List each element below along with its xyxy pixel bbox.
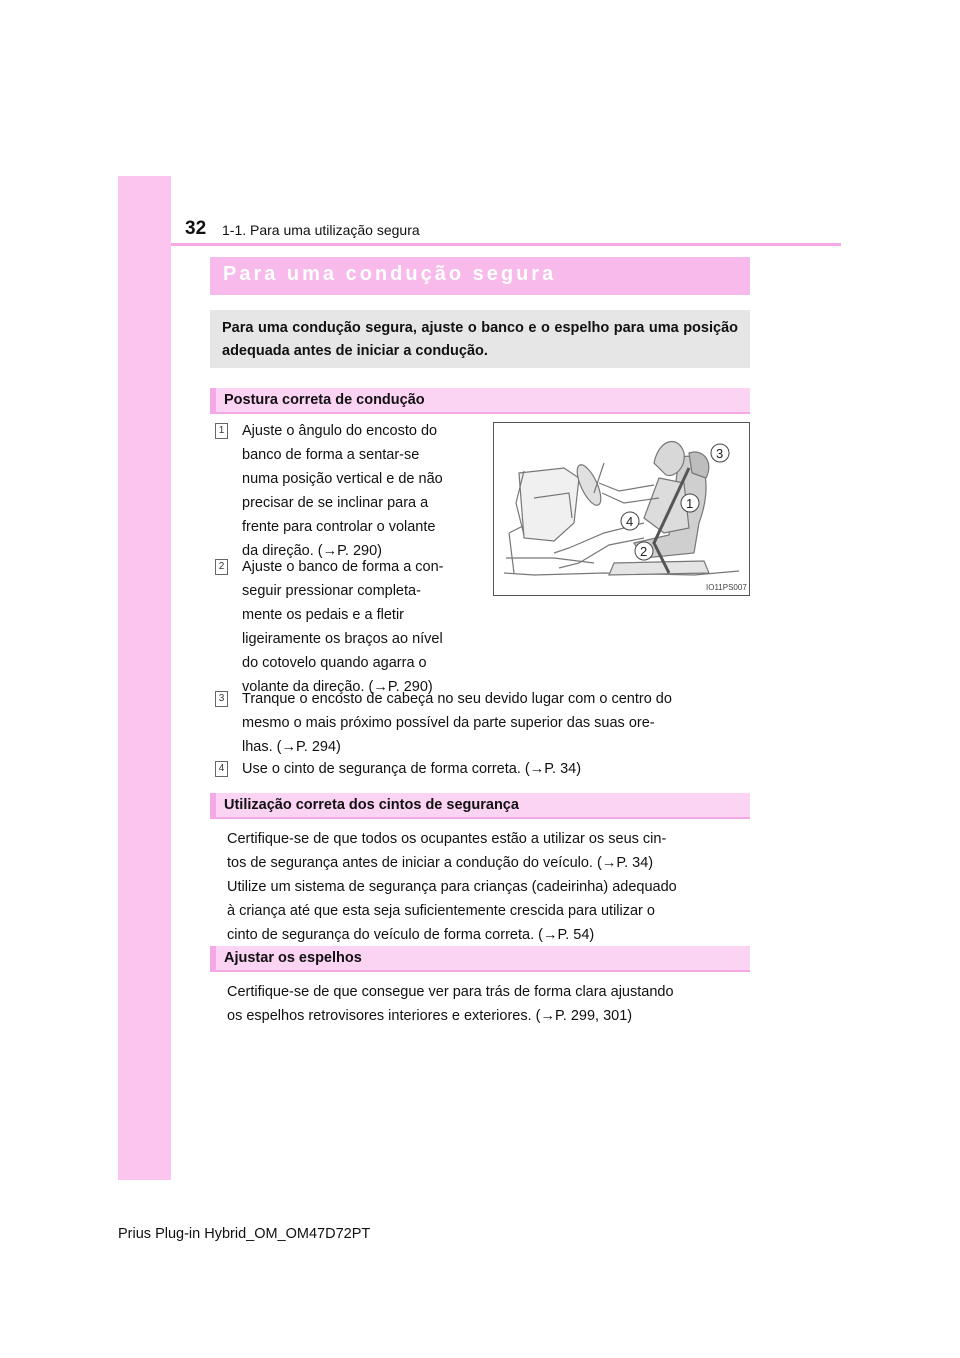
item-3-text: Tranque o encosto de cabeça no seu devido lugar com o centro do mesmo o mais próximo possível da parte superior das suas ore- lhas. (→P. 294) — [242, 691, 672, 755]
intro-box — [210, 310, 750, 368]
section-heading-posture: Postura correta de condução — [210, 388, 750, 414]
page-title: Para uma condução segura — [223, 263, 557, 285]
side-tab-bar — [118, 176, 171, 1180]
seatbelt-text: Certifique-se de que todos os ocupantes estão a utilizar os seus cin- tos de segurança antes de iniciar a condução do veículo. (→P. 34) Utilize um sistema de segurança para crianças (cadeirinha) adequado à criança até que esta seja suficientemente crescida para utilizar o cinto de segurança do veículo de forma correta. (→P. 54) — [227, 831, 677, 943]
header-rule — [171, 243, 841, 246]
footer-document-id: Prius Plug-in Hybrid_OM_OM47D72PT — [118, 1226, 371, 1242]
driver-seat-drawing — [494, 423, 749, 595]
item-number-1: 1 — [215, 423, 228, 439]
item-number-4: 4 — [215, 761, 228, 777]
section-heading-mirrors: Ajustar os espelhos — [210, 946, 750, 972]
intro-text: Para uma condução segura, ajuste o banco e o espelho para uma posição adequada antes de iniciar a condução. — [222, 320, 738, 359]
running-head: 1-1. Para uma utilização segura — [222, 222, 420, 238]
item-4-text: Use o cinto de segurança de forma correta. (→P. 34) — [242, 761, 582, 777]
callout-3: 3 — [716, 446, 724, 461]
page-number: 32 — [185, 218, 207, 239]
item-2-text: Ajuste o banco de forma a con- seguir pressionar completa- mente os pedais e a fletir ligeiramente os braços ao nível do cotovelo quando agarra o volante da direção. (→P. 290) — [242, 559, 444, 695]
section-heading-seatbelts: Utilização correta dos cintos de segurança — [210, 793, 750, 819]
callout-1: 1 — [686, 496, 694, 511]
callout-2: 2 — [640, 544, 648, 559]
item-number-2: 2 — [215, 559, 228, 575]
figure-code: IO11PS007 — [706, 583, 747, 592]
driving-posture-illustration — [493, 422, 750, 596]
callout-4: 4 — [626, 514, 634, 529]
item-number-3: 3 — [215, 691, 228, 707]
mirrors-text: Certifique-se de que consegue ver para trás de forma clara ajustando os espelhos retrovisores interiores e exteriores. (→P. 299, 301) — [227, 984, 674, 1024]
item-1-text: Ajuste o ângulo do encosto do banco de forma a sentar-se numa posição vertical e de não precisar de se inclinar para a frente para controlar o volante da direção. (→P. 290) — [242, 423, 443, 559]
title-banner — [210, 257, 750, 295]
